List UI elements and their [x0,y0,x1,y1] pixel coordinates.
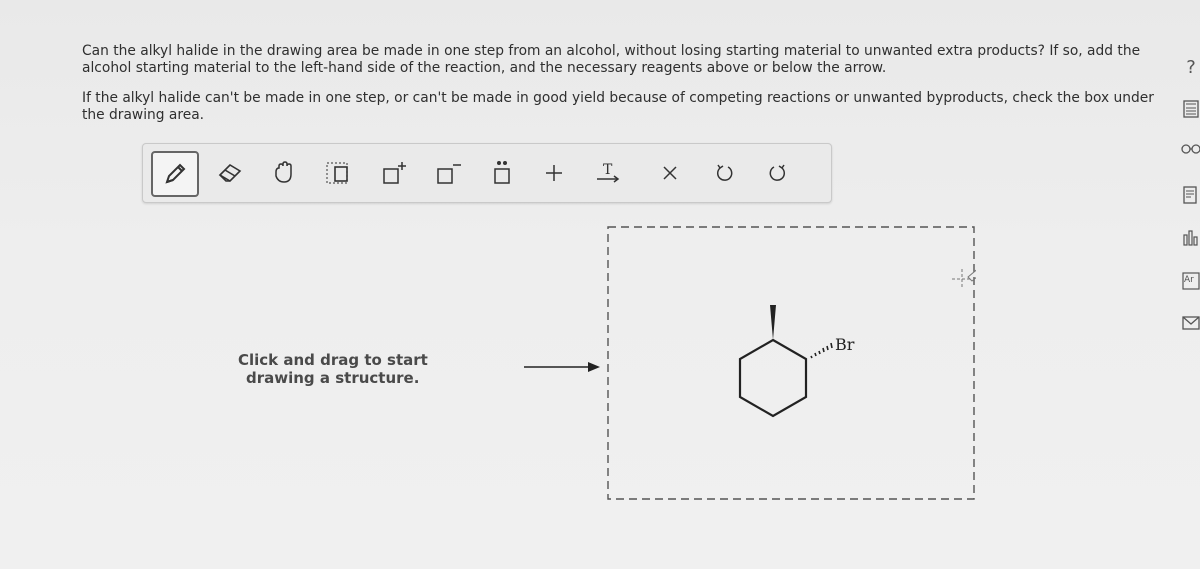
text-arrow-icon [594,159,622,187]
redo-tool[interactable] [759,154,797,192]
help-button[interactable]: ? [1186,56,1196,78]
eraser-tool[interactable] [211,154,249,192]
mail-icon [1181,315,1200,331]
mail-button[interactable] [1180,312,1200,334]
product-box-outline [606,225,976,501]
crosshair-pencil-icon [952,267,976,289]
calculator-button[interactable] [1180,98,1200,120]
text-tool[interactable] [589,154,627,192]
redo-icon [767,162,789,184]
question-text-2: If the alkyl halide can't be made in one step, or can't be made in good yield because of competing reactions or unwanted byproducts, check the box under the drawing area. [82,90,1154,123]
remove-charge-icon [434,159,462,187]
glasses-icon [1181,142,1200,156]
pencil-tool[interactable] [151,151,199,197]
svg-text:T: T [603,162,613,178]
pencil-icon [161,160,189,188]
add-reagent-tool[interactable] [535,154,573,192]
product-drawing-area[interactable] [606,225,976,501]
hand-icon [271,160,297,186]
calculator-icon [1181,99,1200,119]
plus-icon [543,162,565,184]
undo-icon [713,162,735,184]
periodic-table-label: Ar [1184,275,1194,285]
notes-icon [1181,185,1200,205]
add-charge-icon [380,159,408,187]
hint-line-2: drawing a structure. [246,369,420,387]
add-charge-tool[interactable] [375,154,413,192]
eraser-icon [216,161,244,185]
periodic-table-button[interactable] [1180,270,1200,292]
lone-pair-tool[interactable] [483,154,521,192]
clear-tool[interactable] [651,154,689,192]
question-text-1: Can the alkyl halide in the drawing area be made in one step from an alcohol, without losing starting material to unwanted extra products? If so, add the alcohol starting material to the left-hand side of the reaction, and the necessary reagents above or below the arrow. [82,43,1141,76]
x-icon [660,163,680,183]
remove-charge-tool[interactable] [429,154,467,192]
hand-tool[interactable] [265,154,303,192]
undo-tool[interactable] [705,154,743,192]
selection-tool[interactable] [319,154,357,192]
reaction-arrow [520,356,610,378]
selection-box-icon [324,160,352,186]
drawing-hint[interactable] [238,351,428,387]
notes-button[interactable] [1180,184,1200,206]
lone-pair-icon [490,159,514,187]
hint-line-1: Click and drag to start [238,351,428,369]
drawing-toolbar [142,143,832,203]
chart-button[interactable] [1180,226,1200,248]
glasses-button[interactable] [1180,138,1200,160]
chart-icon [1181,227,1200,247]
bromine-label: Br [835,335,855,354]
right-sidebar [1168,40,1200,370]
cyclohexane-molecule [740,305,832,416]
